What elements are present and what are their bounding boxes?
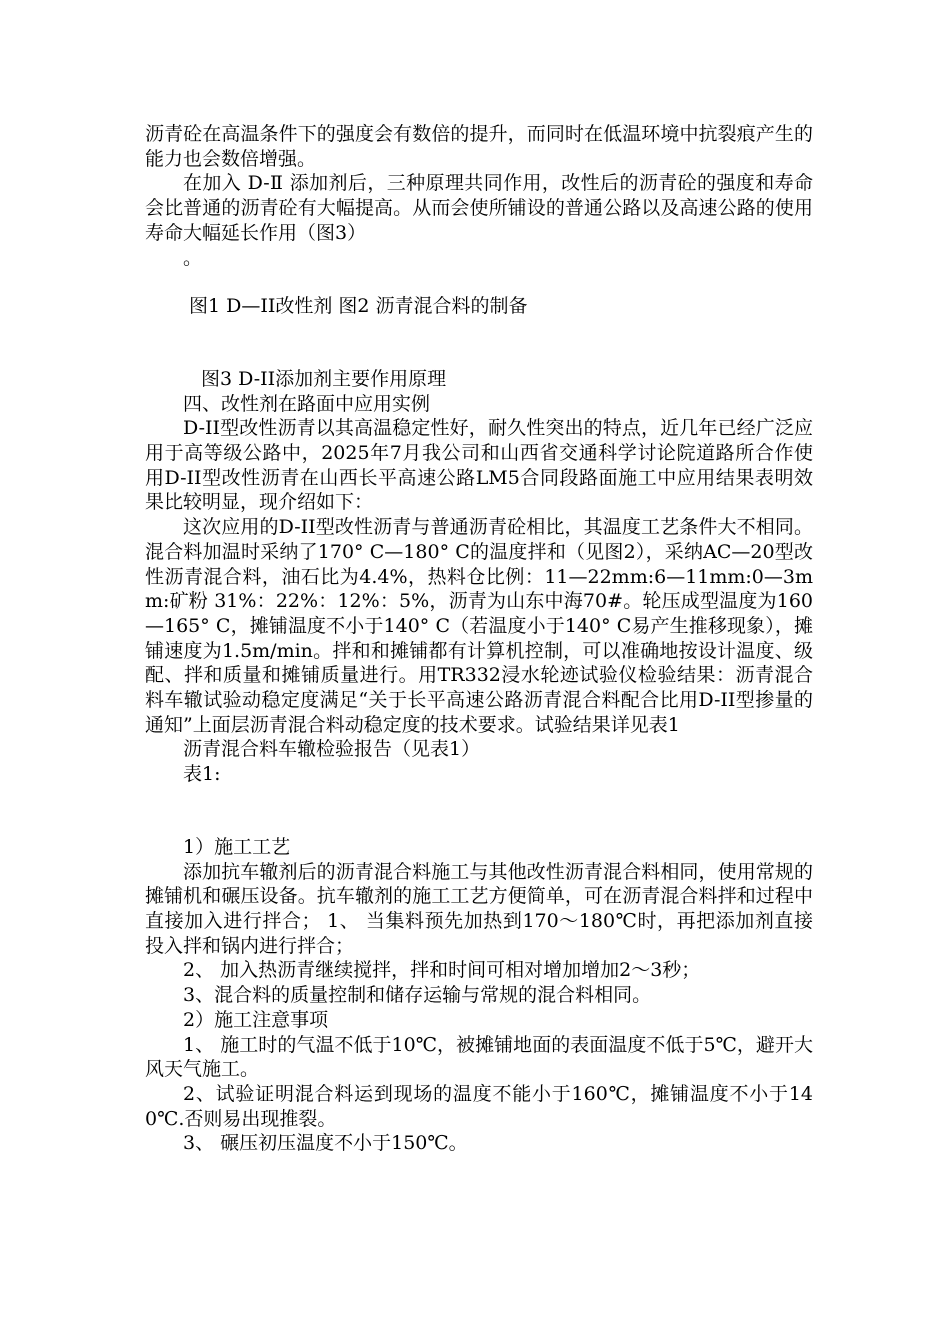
paragraph-temperature: 这次应用的D-II型改性沥青与普通沥青砼相比，其温度工艺条件大不相同。混合料加温时采纳了170° C—180° C的温度拌和（见图2），采纳AC—20型改性沥青混合料，油石比为4.4%，热料仓比例：11—22mm:6—11mm:0—3mm:矿粉 31%：22%：12%：5%，沥青为山东中海70#。轮压成型温度为160—165° C，摊铺温度不小于140° C（若温度小于140° C易产生推移现象），摊铺速度为1.5m/min。拌和和摊铺都有计算机控制，可以准确地按设计温度、级配、拌和质量和摊铺质量进行。用TR332浸水轮迹试验仪检验结果：沥青混合料车辙试验动稳定度满足“关于长平高速公路沥青混合料配合比用D-II型掺量的通知”上面层沥青混合料动稳定度的技术要求。试验结果详见表1 <box>145 516 813 736</box>
paragraph-strength: 沥青砼在高温条件下的强度会有数倍的提升，而同时在低温环境中抗裂痕产生的能力也会数倍增强。 <box>145 123 813 170</box>
spacer <box>145 319 813 367</box>
paragraph-precaution-3: 3、 碾压初压温度不小于150℃。 <box>183 1132 468 1155</box>
figure-caption-1-2: 图1 D—II改性剂 图2 沥青混合料的制备 <box>189 295 528 318</box>
paragraph-application: D-II型改性沥青以其高温稳定性好，耐久性突出的特点，近几年已经广泛应用于高等级公路中，2025年7月我公司和山西省交通科学讨论院道路所合作使用D-II型改性沥青在山西长平高速公路LM5合同段路面施工中应用结果表明效果比较明显，现介绍如下： <box>145 417 813 514</box>
paragraph-period: 。 <box>183 246 203 269</box>
paragraph-construction: 添加抗车辙剂后的沥青混合料施工与其他改性沥青混合料相同，使用常规的摊铺机和碾压设备。抗车辙剂的施工工艺方便简单，可在沥青混合料拌和过程中直接加入进行拌合； 1、 当集料预先加热到170～180℃时，再把添加剂直接投入拌和锅内进行拌合； <box>145 860 813 957</box>
figure-caption-3: 图3 D-II添加剂主要作用原理 <box>201 367 447 390</box>
subheading-precautions: 2）施工注意事项 <box>183 1008 329 1031</box>
document-body <box>145 122 813 1156</box>
spacer <box>145 270 813 294</box>
paragraph-step-3: 3、混合料的质量控制和储存运输与常规的混合料相同。 <box>183 984 652 1007</box>
paragraph-step-2: 2、 加入热沥青继续搅拌，拌和时间可相对增加增加2～3秒； <box>183 959 701 982</box>
subheading-construction: 1）施工工艺 <box>183 835 291 858</box>
paragraph-report-title: 沥青混合料车辙检验报告（见表1） <box>183 738 481 761</box>
spacer <box>145 787 813 835</box>
paragraph-precaution-2: 2、试验证明混合料运到现场的温度不能小于160℃，摊铺温度不小于140℃.否则易出现推裂。 <box>145 1082 813 1130</box>
paragraph-precaution-1: 1、 施工时的气温不低于10℃，被摊铺地面的表面温度不低于5℃，避开大风天气施工。 <box>145 1033 813 1081</box>
paragraph-additive-effect: 在加入 D-Ⅱ 添加剂后，三种原理共同作用，改性后的沥青砼的强度和寿命会比普通的沥青砼有大幅提高。从而会使所铺设的普通公路以及高速公路的使用寿命大幅延长作用（图3） <box>145 172 813 244</box>
section-heading-4: 四、改性剂在路面中应用实例 <box>183 392 431 415</box>
table-label: 表1: <box>183 763 221 786</box>
